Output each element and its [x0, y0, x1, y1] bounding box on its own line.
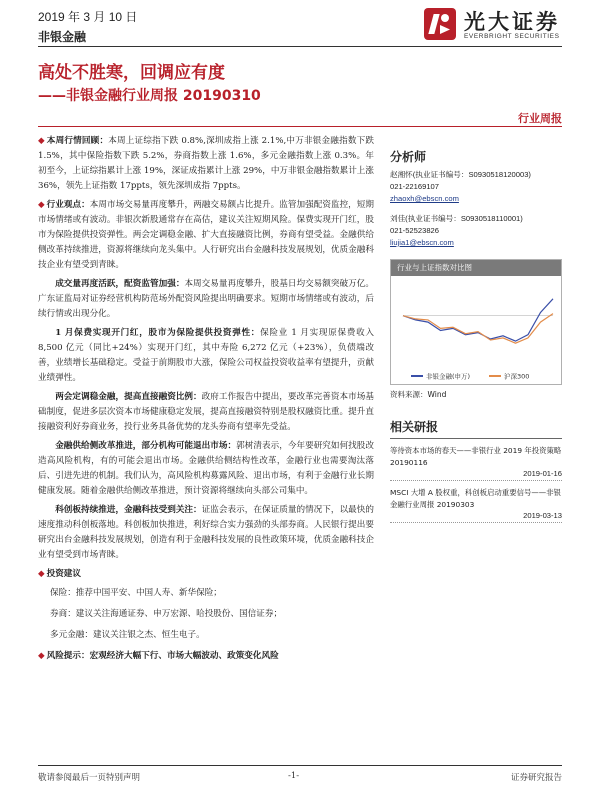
analyst-phone: 021-22169107 [390, 182, 439, 191]
report-subtitle: ——非银金融行业周报 20190310 [38, 88, 261, 104]
chart-legend-label: 非银金融(申万) [426, 372, 471, 381]
fintech-paragraph [38, 503, 374, 563]
market-review-paragraph [38, 134, 374, 194]
comparison-chart [390, 259, 562, 385]
analyst-card [390, 213, 562, 249]
chart-series-line-1 [403, 314, 553, 344]
section-label: 行业观点： [46, 200, 90, 210]
diamond-bullet-icon: ◆ [38, 200, 45, 210]
diamond-bullet-icon: ◆ [38, 651, 45, 661]
chart-title: 行业与上证指数对比图 [391, 260, 561, 276]
two-sessions-paragraph [38, 390, 374, 435]
section-label: 风险提示： [46, 651, 90, 661]
recommendation-item: 保险：推荐中国平安、中国人寿、新华保险； [50, 588, 222, 598]
analyst-card [390, 169, 562, 205]
analyst-email-link[interactable]: zhaoxh@ebscn.com [390, 194, 459, 203]
sector-name: 非银金融 [38, 30, 87, 44]
report-date: 2019 年 3 月 10 日 [38, 10, 138, 24]
recommendation-item: 券商：建议关注海通证券、申万宏源、哈投股份、国信证券； [50, 609, 283, 619]
investment-heading [38, 567, 374, 582]
report-title: 高处不胜寒，回调应有度 [38, 63, 225, 83]
chart-legend-label: 沪深300 [504, 372, 530, 381]
report-type-label: 行业周报 [518, 113, 562, 125]
diamond-bullet-icon: ◆ [38, 569, 45, 579]
footer-divider [38, 765, 562, 766]
chart-source: 资料来源：Wind [390, 390, 447, 399]
paragraph-label: 两会定调稳金融，提高直接融资比例： [55, 392, 202, 402]
volume-paragraph [38, 277, 374, 322]
paragraph-label: 1 月保费实现开门红，股市为保险提供投资弹性： [55, 328, 261, 338]
paragraph-text: 本周交易量再度攀升，股基日均交易额突破万亿。广东证监局对证券经营机构防范场外配资风险提出明确要求。短期市场情绪或有波动，后续行情或出现分化。 [38, 279, 374, 319]
analyst-email-link[interactable]: liujia1@ebscn.com [390, 238, 454, 247]
paragraph-label: 成交量再度活跃，配资监管加强： [55, 279, 185, 289]
related-report-title[interactable]: MSCI 大增 A 股权重，科创板启动重要信号——非银金融行业周报 20190303 [390, 488, 561, 509]
page-number: -1- [288, 771, 300, 781]
paragraph-label: 科创板持续推进，金融科技受到关注： [55, 505, 202, 515]
section-label: 投资建议 [46, 569, 81, 579]
recommendation-list [50, 586, 374, 643]
company-logo [424, 6, 574, 44]
logo-chinese-name: 光大证券 [464, 9, 560, 34]
paragraph-label: 金融供给侧改革推进，部分机构可能退出市场： [55, 441, 237, 451]
analyst-name: 刘佳(执业证书编号：S0930518110001) [390, 214, 523, 223]
report-body [38, 134, 374, 668]
paragraph-text: 本周上证综指下跌 0.8%,深圳成指上涨 2.1%,中万非银金融指数下跌 1.5%，其中保险指数下跌 5.2%，券商指数上涨 1.6%，多元金融指数上涨 0.3%。年初至今，上证综指累计上涨 19%，深证成指累计上涨 29%，中万非银金融指数累计上涨 36%，领先上证指数 17ppts，领先深圳成指 7ppts。 [38, 136, 374, 191]
section-label: 本周行情回顾： [46, 136, 109, 146]
paragraph-text: 证监会表示，在保证质量的情况下，以最快的速度推动科创板落地。科创板加快推进，利好综合实力强劲的头部券商。人民银行提出要研究出台金融科技发展规划，创造有利于金融科技发展的良性政策环境，优质金融科技企业有望受到市场青睐。 [38, 505, 374, 560]
logo-mark-icon [424, 8, 456, 40]
paragraph-text: 郭树清表示，今年要研究如何找股改造高风险机构，有的可能会退出市场。金融供给侧结构性改革，金融行业也需要淘汰落后、引进先进的机制。我们认为，高风险机构募露风险、退出市场，有利于金融行业长期健康发展。随着金融供给侧改革推进，预计资源将继续向头部公司集中。 [38, 441, 374, 496]
recommendation-item: 多元金融：建议关注银之杰、恒生电子。 [50, 630, 205, 640]
paragraph-text: 保险业 1 月实现原保费收入 8,500 亿元（同比+24%）实现开门红，其中寿险 6,272 亿元（+23%），负债端改善，业绩增长基础稳定。受益于前期股市大涨，保险公司权益投资收益率有望提升，贡献业绩弹性。 [38, 328, 374, 383]
diamond-bullet-icon: ◆ [38, 136, 45, 146]
related-reports [390, 418, 562, 523]
industry-view-paragraph [38, 198, 374, 273]
title-divider [38, 126, 562, 127]
logo-english-name: EVERBRIGHT SECURITIES [464, 33, 560, 40]
related-report-date: 2019-03-13 [390, 511, 562, 523]
supply-side-paragraph [38, 439, 374, 499]
analyst-heading: 分析师 [390, 150, 427, 164]
paragraph-text: 政府工作报告中提出，要改革完善资本市场基础制度，促进多层次资本市场健康稳定发展，提高直接融资特别是股权融资比重。提升直接融资利好券商业务，投行业务具备优势的龙头券商有望率先受益。 [38, 392, 374, 432]
risk-text: 宏观经济大幅下行、市场大幅波动、政策变化风险 [89, 651, 279, 661]
chart-plot [391, 278, 561, 384]
risk-paragraph [38, 649, 374, 664]
related-report-title[interactable]: 等待资本市场的春天——非银行业 2019 年投资策略 20190116 [390, 446, 562, 467]
premium-paragraph [38, 326, 374, 386]
analyst-name: 赵湘怀(执业证书编号：S0930518120003) [390, 170, 531, 179]
footer-label: 证券研究报告 [510, 773, 562, 783]
paragraph-text: 本周市场交易量再度攀升，两融交易额占比提升。监管加强配资监控，短期市场情绪或有波动。非银次新股通常存在高估，建议关注短期风险。保费实现开门红，股市为保险提供投资弹性。两会定调稳金融、扩大直接融资比例，券商有望受益。金融供给侧改革持续推进，资源将继续向龙头集中。人行研究出台金融科技发展规划，优质金融科技企业有望受到青睐。 [38, 200, 374, 270]
related-report-date: 2019-01-16 [390, 469, 562, 481]
header-divider [38, 46, 562, 47]
sidebar [390, 148, 562, 529]
analyst-phone: 021-52523826 [390, 226, 439, 235]
footer-disclaimer: 敬请参阅最后一页特别声明 [38, 773, 141, 783]
related-heading: 相关研报 [390, 418, 562, 439]
